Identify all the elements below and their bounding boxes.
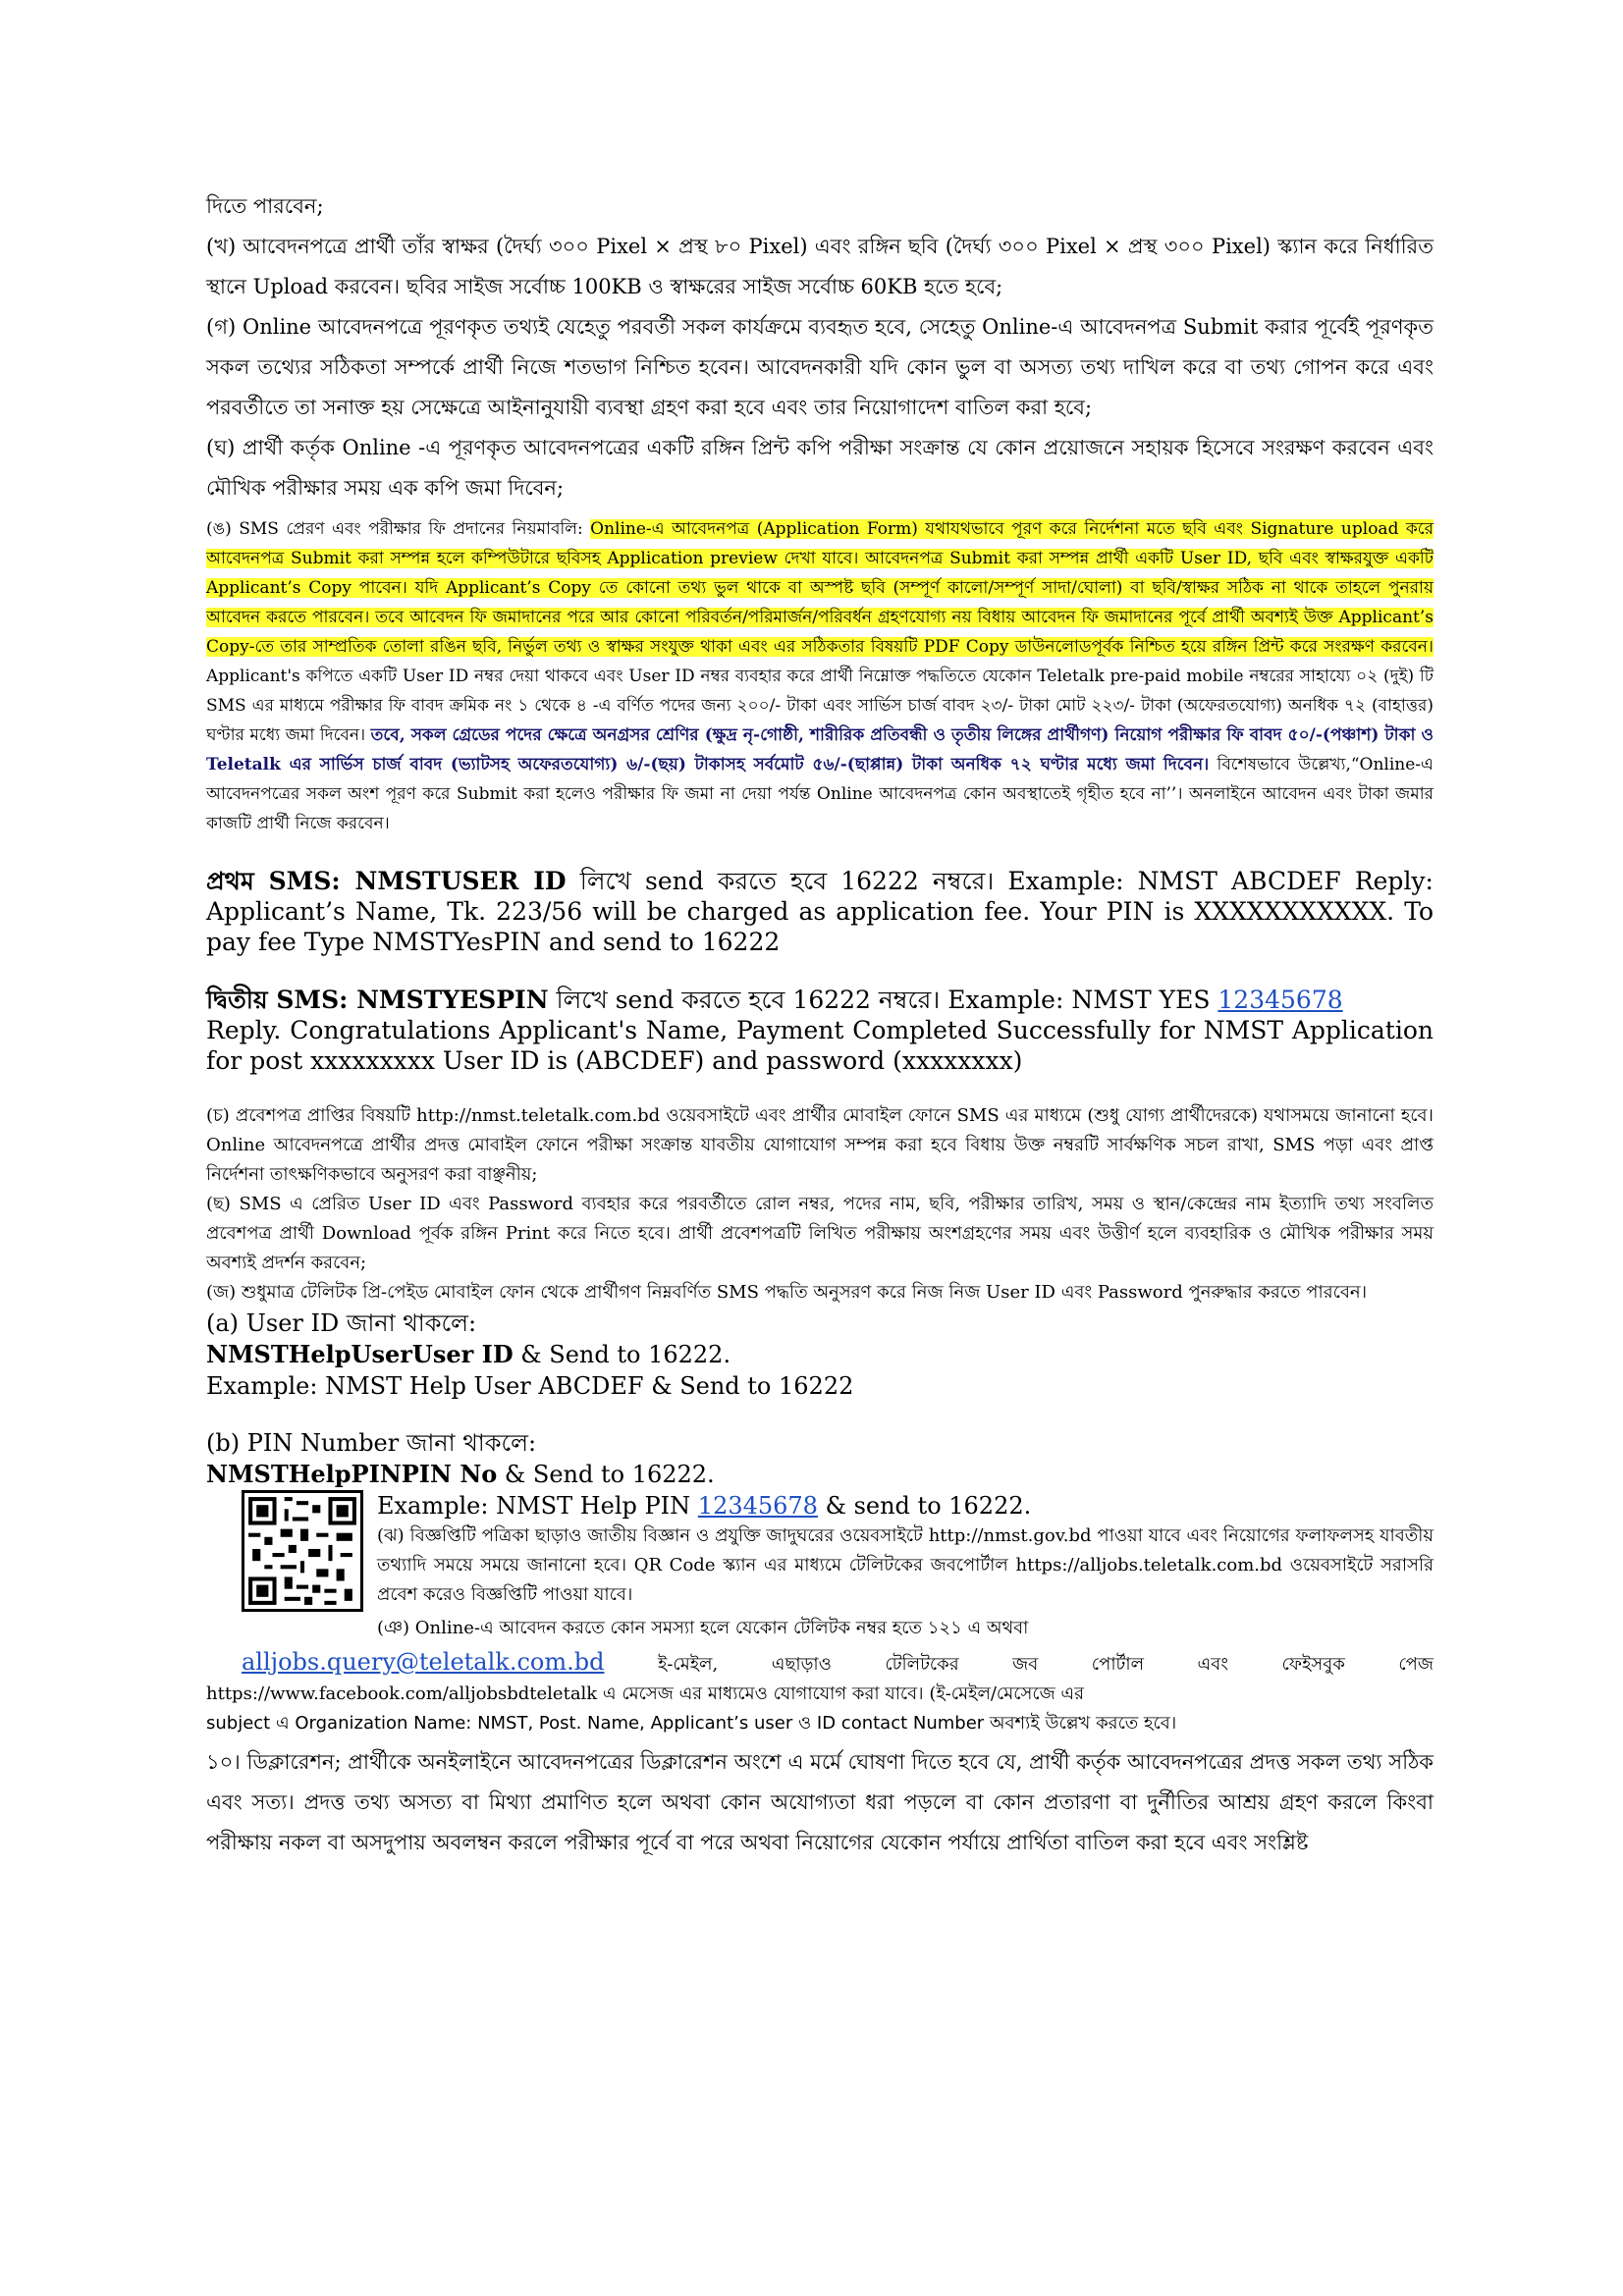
clause-uma	[206, 514, 1434, 838]
clause-nya-pre: (ঞ) Online-এ আবেদন করতে কোন সমস্যা হলে যেকোন টেলিটক নম্বর হতে ১২১ এ অথবা	[377, 1618, 1029, 1638]
sms-first-text: লিখে send করতে হবে 16222 নম্বরে। Example: NMST ABCDEF Reply: Applicant’s Name, Tk. 223/56 will be charged as application fee. Your PIN is XXXXXXXXXXX. To pay fee Type NMSTYesPIN and send to 16222	[206, 867, 1434, 956]
support-email-link[interactable]: alljobs.query@teletalk.com.bd	[242, 1648, 605, 1676]
sms-second	[206, 985, 1434, 1015]
reduced-fee-note: তবে, সকল গ্রেডের পদের ক্ষেত্রে অনগ্রসর শ্রেণির (ক্ষুদ্র নৃ-গোষ্ঠী, শারীরিক প্রতিবন্ধী ও তৃতীয় লিঙ্গের প্রার্থীগণ) নিয়োগ পরীক্ষার ফি বাবদ ৫০/-(পঞ্চাশ) টাকা ও Teletalk এর সার্ভিস চার্জ বাবদ (ভ্যাটসহ অফেরতযোগ্য) ৬/-(ছয়) টাকাসহ সর্বমোট ৫৬/-(ছাপ্পান্ন) টাকা অনধিক ৭২ ঘণ্টার মধ্যে জমা দিবেন।	[206, 725, 1434, 774]
help-a-command	[206, 1339, 1434, 1370]
sms-second-example-link[interactable]: 12345678	[1217, 986, 1343, 1014]
clause-jha: (ঝ) বিজ্ঞপ্তিটি পত্রিকা ছাড়াও জাতীয় বিজ্ঞান ও প্রযুক্তি জাদুঘরের ওয়েবসাইটে http://nmst.gov.bd পাওয়া যাবে এবং নিয়োগের ফলাফলসহ যাবতীয় তথ্যাদি সময়ে সময়ে জানানো হবে। QR Code স্ক্যান এর মাধ্যমে টেলিটকের জবপোর্টাল https://alljobs.teletalk.com.bd ওয়েবসাইটে সরাসরি প্রবেশ করেও বিজ্ঞপ্তিটি পাওয়া যাবে।	[377, 1525, 1434, 1605]
sms-second-text: লিখে send করতে হবে 16222 নম্বরে। Example: NMST YES	[548, 986, 1218, 1014]
sms-second-label: দ্বিতীয় SMS: NMSTYESPIN	[206, 986, 549, 1014]
clause-cha: (চ) প্রবেশপত্র প্রাপ্তির বিষয়টি http://nmst.teletalk.com.bd ওয়েবসাইটে এবং প্রার্থীর মোবাইল ফোনে SMS এর মাধ্যমে (শুধু যোগ্য প্রার্থীদেরকে) যথাসময়ে জানানো হবে। Online আবেদনপত্রে প্রার্থীর প্রদত্ত মোবাইল ফোনে পরীক্ষা সংক্রান্ত যাবতীয় যোগাযোগ সম্পন্ন করা হবে বিধায় উক্ত নম্বরটি সার্বক্ষণিক সচল রাখা, SMS পড়া এবং প্রাপ্ত নির্দেশনা তাৎক্ষণিকভাবে অনুসরণ করা বাঞ্ছনীয়;	[206, 1105, 1434, 1185]
sms-first	[206, 866, 1434, 957]
help-b-example-link[interactable]: 12345678	[697, 1492, 818, 1520]
help-a-cmd: NMSTHelpUserUser ID	[206, 1340, 514, 1368]
clause-gha: (ঘ) প্রার্থী কর্তৃক Online -এ পূরণকৃত আবেদনপত্রের একটি রঙ্গিন প্রিন্ট কপি পরীক্ষা সংক্রান্ত যে কোন প্রয়োজনে সহায়ক হিসেবে সংরক্ষণ করবেন এবং মৌখিক পরীক্ষার সময় এক কপি জমা দিবেন;	[206, 436, 1434, 500]
clause-nya	[206, 1647, 1434, 1709]
qr-section	[206, 1490, 1434, 1643]
help-b-send: & Send to 16222.	[497, 1461, 715, 1488]
help-b-example	[377, 1490, 1434, 1522]
help-b-example-pre: Example: NMST Help PIN	[377, 1492, 698, 1520]
sms-second-reply: Reply. Congratulations Applicant's Name, Payment Completed Successfully for NMST Application for post xxxxxxxxx User ID is (ABCDEF) and password (xxxxxxxx)	[206, 1016, 1434, 1075]
help-a-example: Example: NMST Help User ABCDEF & Send to 16222	[206, 1372, 854, 1400]
clause-uma-end: বিশেষভাবে উল্লেখ্য,“Online-এ আবেদনপত্রের সকল অংশ পূরণ করে Submit করা হলেও পরীক্ষার ফি জমা না দেয়া পর্যন্ত Online আবেদনপত্র কোন অবস্থাতেই গৃহীত হবে না’’। অনলাইনে আবেদন এবং টাকা জমার কাজটি প্রার্থী নিজে করবেন।	[206, 755, 1434, 833]
clause-ja: (জ) শুধুমাত্র টেলিটক প্রি-পেইড মোবাইল ফোন থেকে প্রার্থীগণ নিম্নবর্ণিত SMS পদ্ধতি অনুসরণ করে নিজ নিজ User ID এবং Password পুনরুদ্ধার করতে পারবেন।	[206, 1282, 1368, 1303]
highlighted-instructions: Online-এ আবেদনপত্র (Application Form) যথাযথভাবে পূরণ করে নির্দেশনা মতে ছবি এবং Signature upload করে আবেদনপত্র Submit করা সম্পন্ন হলে কম্পিউটারে ছবিসহ Application preview দেখা যাবে। আবেদনপত্র Submit করা সম্পন্ন প্রার্থী একটি User ID, ছবি এবং স্বাক্ষরযুক্ত একটি Applicant’s Copy পাবেন। যদি Applicant’s Copy তে কোনো তথ্য ভুল থাকে বা অস্পষ্ট ছবি (সম্পূর্ণ কালো/সম্পূর্ণ সাদা/ঘোলা) বা ছবি/স্বাক্ষর সঠিক না থাকে তাহলে পুনরায় আবেদন করতে পারবেন। তবে আবেদন ফি জমাদানের পরে আর কোনো পরিবর্তন/পরিমার্জন/পরিবর্ধন গ্রহণযোগ্য নয় বিধায় আবেদন ফি জমাদানের পূর্বে প্রার্থী অবশ্যই উক্ত Applicant’s Copy-তে তার সাম্প্রতিক তোলা রঙিন ছবি, নির্ভুল তথ্য ও স্বাক্ষর সংযুক্ত থাকা এবং এর সঠিকতার বিষয়টি PDF Copy ডাউনলোডপূর্বক নিশ্চিত হয়ে রঙ্গিন প্রিন্ট করে সংরক্ষণ করবেন।	[206, 519, 1434, 657]
help-b-command	[206, 1459, 1434, 1490]
continuation-line: দিতে পারবেন;	[206, 194, 324, 218]
qr-code-icon	[242, 1490, 363, 1612]
clause-ga: (গ) Online আবেদনপত্রে পূরণকৃত তথ্যই যেহেতু পরবর্তী সকল কার্যক্রমে ব্যবহৃত হবে, সেহেতু Online-এ আবেদনপত্র Submit করার পূর্বেই পূরণকৃত সকল তথ্যের সঠিকতা সম্পর্কে প্রার্থী নিজে শতভাগ নিশ্চিত হবেন। আবেদনকারী যদি কোন ভুল বা অসত্য তথ্য দাখিল করে বা তথ্য গোপন করে এবং পরবর্তীতে তা সনাক্ত হয় সেক্ষেত্রে আইনানুযায়ী ব্যবস্থা গ্রহণ করা হবে এবং তার নিয়োগাদেশ বাতিল করা হবে;	[206, 315, 1434, 419]
clause-uma-intro: (ঙ) SMS প্রেরণ এবং পরীক্ষার ফি প্রদানের নিয়মাবলি:	[206, 519, 591, 539]
clause-10-declaration: ১০। ডিক্লারেশন; প্রার্থীকে অনইলাইনে আবেদনপত্রের ডিক্লারেশন অংশে এ মর্মে ঘোষণা দিতে হবে যে, প্রার্থী কর্তৃক আবেদনপত্রের প্রদত্ত সকল তথ্য সঠিক এবং সত্য। প্রদত্ত তথ্য অসত্য বা মিথ্যা প্রমাণিত হলে অথবা কোন অযোগ্যতা ধরা পড়লে বা কোন প্রতারণা বা দুর্নীতির আশ্রয় গ্রহণ করলে কিংবা পরীক্ষায় নকল বা অসদুপায় অবলম্বন করলে পরীক্ষার পূর্বে বা পরে অথবা নিয়োগের যেকোন পর্যায়ে প্রার্থিতা বাতিল করা হবে এবং সংশ্লিষ্ট	[206, 1750, 1434, 1854]
document-page	[206, 187, 1434, 1863]
help-b-cmd: NMSTHelpPINPIN No	[206, 1460, 498, 1488]
help-b-title: (b) PIN Number জানা থাকলে:	[206, 1429, 537, 1457]
sms-first-label: প্রথম SMS: NMSTUSER ID	[206, 867, 567, 895]
clause-uma-rest: Applicant's কপিতে একটি User ID নম্বর দেয়া থাকবে এবং User ID নম্বর ব্যবহার করে প্রার্থী নিম্নোক্ত পদ্ধতিতে যেকোন Teletalk pre-paid mobile নম্বরের সাহায্যে ০২ (দুই) টি SMS এর মাধ্যমে পরীক্ষার ফি বাবদ ক্রমিক নং ১ থেকে ৪ -এ বর্ণিত পদের জন্য ২০০/- টাকা এবং সার্ভিস চার্জ বাবদ ২৩/- টাকা মোট ২২৩/- টাকা (অফেরতযোগ্য) অনধিক ৭২ (বাহাত্তর) ঘণ্টার মধ্যে জমা দিবেন।	[206, 667, 1434, 745]
clause-chha: (ছ) SMS এ প্রেরিত User ID এবং Password ব্যবহার করে পরবর্তীতে রোল নম্বর, পদের নাম, ছবি, পরীক্ষার তারিখ, সময় ও স্থান/কেন্দ্রের নাম ইত্যাদি তথ্য সংবলিত প্রবেশপত্র প্রার্থী Download পূর্বক রঙ্গিন Print করে নিতে হবে। প্রার্থী প্রবেশপত্রটি লিখিত পরীক্ষায় অংশগ্রহণের সময় এবং উত্তীর্ণ হলে ব্যবহারিক ও মৌখিক পরীক্ষার সময় অবশ্যই প্রদর্শন করবেন;	[206, 1194, 1434, 1273]
clause-nya-mid: ই-মেইল, এছাড়াও টেলিটকের জব পোর্টাল এবং ফেইসবুক পেজ https://www.facebook.com/alljobsbdteletalk এ মেসেজ এর মাধ্যমেও যোগাযোগ করা যাবে। (ই-মেইল/মেসেজে এর	[206, 1654, 1434, 1704]
clause-nya-end: subject এ Organization Name: NMST, Post. Name, Applicant’s user ও ID contact Number অবশ্যই উল্লেখ করতে হবে।	[206, 1713, 1177, 1734]
help-a-send: & Send to 16222.	[513, 1341, 731, 1368]
qr-pattern	[244, 1493, 360, 1609]
help-a-title: (a) User ID জানা থাকলে:	[206, 1309, 477, 1337]
help-b-example-post: & send to 16222.	[817, 1492, 1032, 1520]
clause-kha: (খ) আবেদনপত্রে প্রার্থী তাঁর স্বাক্ষর (দৈর্ঘ্য ৩০০ Pixel × প্রস্থ ৮০ Pixel) এবং রঙ্গিন ছবি (দৈর্ঘ্য ৩০০ Pixel × প্রস্থ ৩০০ Pixel) স্ক্যান করে নির্ধারিত স্থানে Upload করবেন। ছবির সাইজ সর্বোচ্চ 100KB ও স্বাক্ষরের সাইজ সর্বোচ্চ 60KB হতে হবে;	[206, 235, 1434, 298]
